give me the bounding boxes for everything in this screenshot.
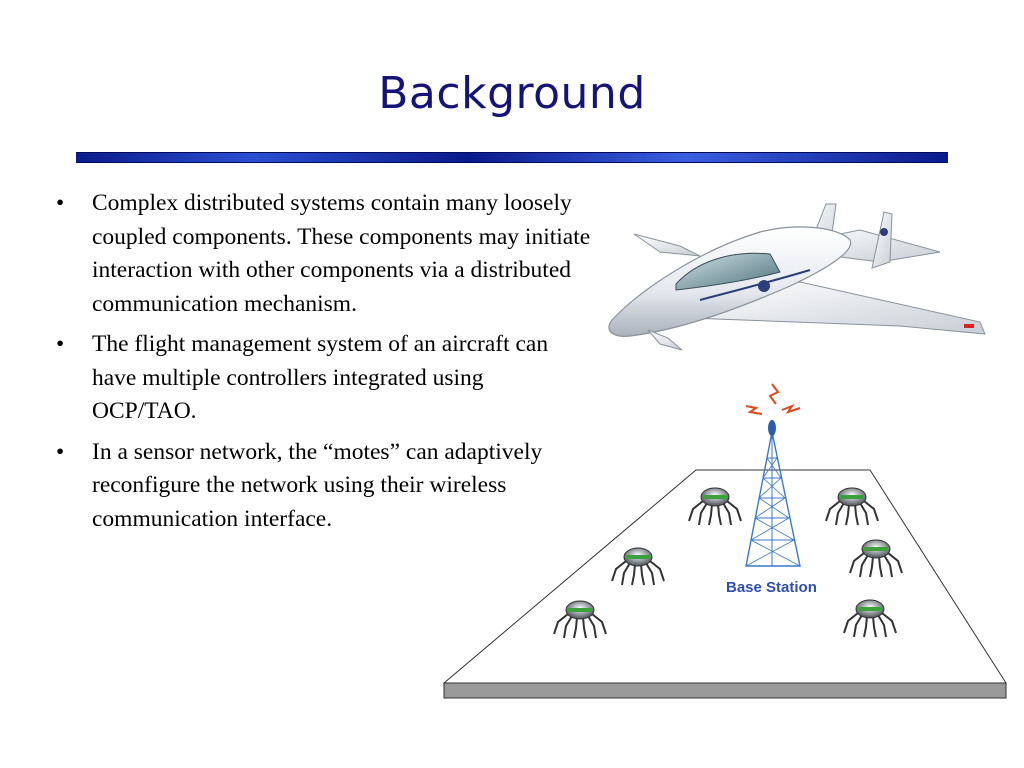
slide-title: Background xyxy=(378,68,646,119)
bullet-text: Complex distributed systems contain many loosely coupled components. These components may initiate interaction with other components via a distributed communication mechanism. xyxy=(92,190,591,317)
bullet-marker: • xyxy=(56,438,65,465)
bullet-text: The flight management system of an aircraft can have multiple controllers integrated using OCP/TAO. xyxy=(92,331,549,424)
bullet-marker: • xyxy=(56,331,65,357)
base-station-label: Base Station xyxy=(726,579,817,596)
bullet-text: In a sensor network, the “motes” can adaptively reconfigure the network using their wireless communication interface. xyxy=(92,438,543,532)
bullet-marker: • xyxy=(56,190,65,216)
radio-signal-icon xyxy=(746,384,800,414)
